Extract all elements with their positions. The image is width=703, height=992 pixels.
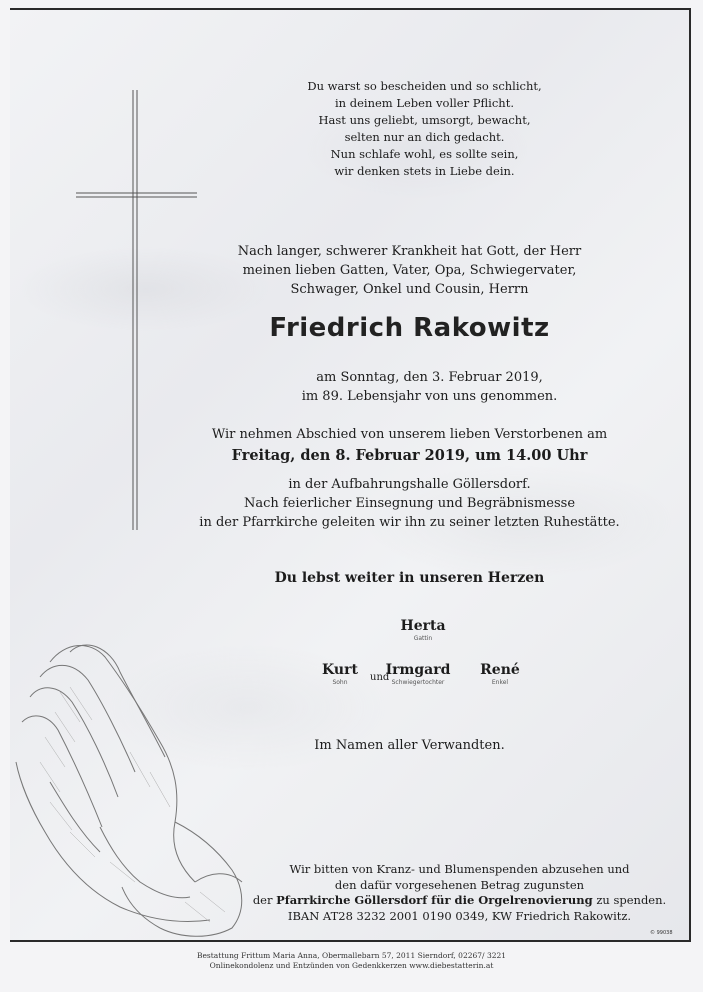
donate-beneficiary: Pfarrkirche Göllersdorf für die Orgelrenovierung	[276, 893, 593, 907]
donate-line	[230, 893, 689, 909]
poem-line: Nun schlafe wohl, es sollte sein,	[330, 147, 519, 161]
family-role: Sohn	[332, 679, 348, 686]
death-info	[10, 368, 689, 406]
intro-line: Nach langer, schwerer Krankheit hat Gott, der Herr	[237, 244, 582, 259]
funeral-place	[10, 475, 689, 532]
donate-text: zu spenden.	[592, 893, 667, 907]
death-line: am Sonntag, den 3. Februar 2019,	[316, 370, 543, 385]
family-name: Herta	[400, 618, 446, 634]
family-name: René	[480, 662, 520, 678]
poem-line: Hast uns geliebt, umsorgt, bewacht,	[318, 113, 531, 127]
death-line: im 89. Lebensjahr von uns genommen.	[301, 389, 558, 404]
footer-line: Bestattung Frittum Maria Anna, Obermallebarn 57, 2011 Sierndorf, 02267/ 3221	[196, 951, 507, 960]
donate-text: der	[252, 893, 277, 907]
place-line: Nach feierlicher Einsegnung und Begräbnismesse	[243, 496, 576, 511]
poem-line: selten nur an dich gedacht.	[344, 130, 505, 144]
family-kurt	[315, 662, 365, 686]
footer	[0, 951, 703, 971]
closing-text: Im Namen aller Verwandten.	[314, 738, 505, 753]
farewell-line: Wir nehmen Abschied von unserem lieben Verstorbenen am	[211, 427, 608, 442]
footer-line: Onlinekondolenz und Entzünden von Gedenkkerzen www.diebestatterin.at	[209, 961, 494, 970]
intro-line: Schwager, Onkel und Cousin, Herrn	[290, 282, 529, 297]
family-herta	[393, 618, 453, 642]
intro-text	[10, 242, 689, 299]
family-name: Kurt	[322, 662, 358, 678]
family-role: Gattin	[413, 635, 433, 642]
family-connector: und	[370, 672, 390, 683]
printer-mark: © 99038	[650, 930, 673, 936]
family-role: Schwiegertochter	[391, 679, 445, 686]
poem-line: in deinem Leben voller Pflicht.	[335, 96, 514, 110]
parte-sheet	[10, 8, 691, 942]
intro-line: meinen lieben Gatten, Vater, Opa, Schwiegervater,	[242, 263, 577, 278]
farewell-text	[10, 425, 689, 444]
motto: Du lebst weiter in unseren Herzen	[274, 570, 545, 586]
place-line: in der Pfarrkirche geleiten wir ihn zu seiner letzten Ruhestätte.	[199, 515, 620, 530]
deceased-name: Friedrich Rakowitz	[269, 313, 550, 343]
donate-line: den dafür vorgesehenen Betrag zugunsten	[334, 877, 585, 892]
family-name: Irmgard	[385, 662, 451, 678]
donate-line: Wir bitten von Kranz- und Blumenspenden abzusehen und	[289, 862, 630, 876]
funeral-date: Freitag, den 8. Februar 2019, um 14.00 Uhr	[231, 447, 588, 464]
family-role: Enkel	[491, 679, 509, 686]
donation-note	[10, 862, 689, 924]
poem	[10, 78, 689, 180]
family-irmgard	[378, 662, 458, 686]
poem-line: wir denken stets in Liebe dein.	[334, 164, 515, 178]
donate-line: IBAN AT28 3232 2001 0190 0349, KW Friedrich Rakowitz.	[287, 908, 632, 923]
poem-line: Du warst so bescheiden und so schlicht,	[307, 79, 542, 93]
family-rene	[475, 662, 525, 686]
place-line: in der Aufbahrungshalle Göllersdorf.	[288, 477, 531, 492]
